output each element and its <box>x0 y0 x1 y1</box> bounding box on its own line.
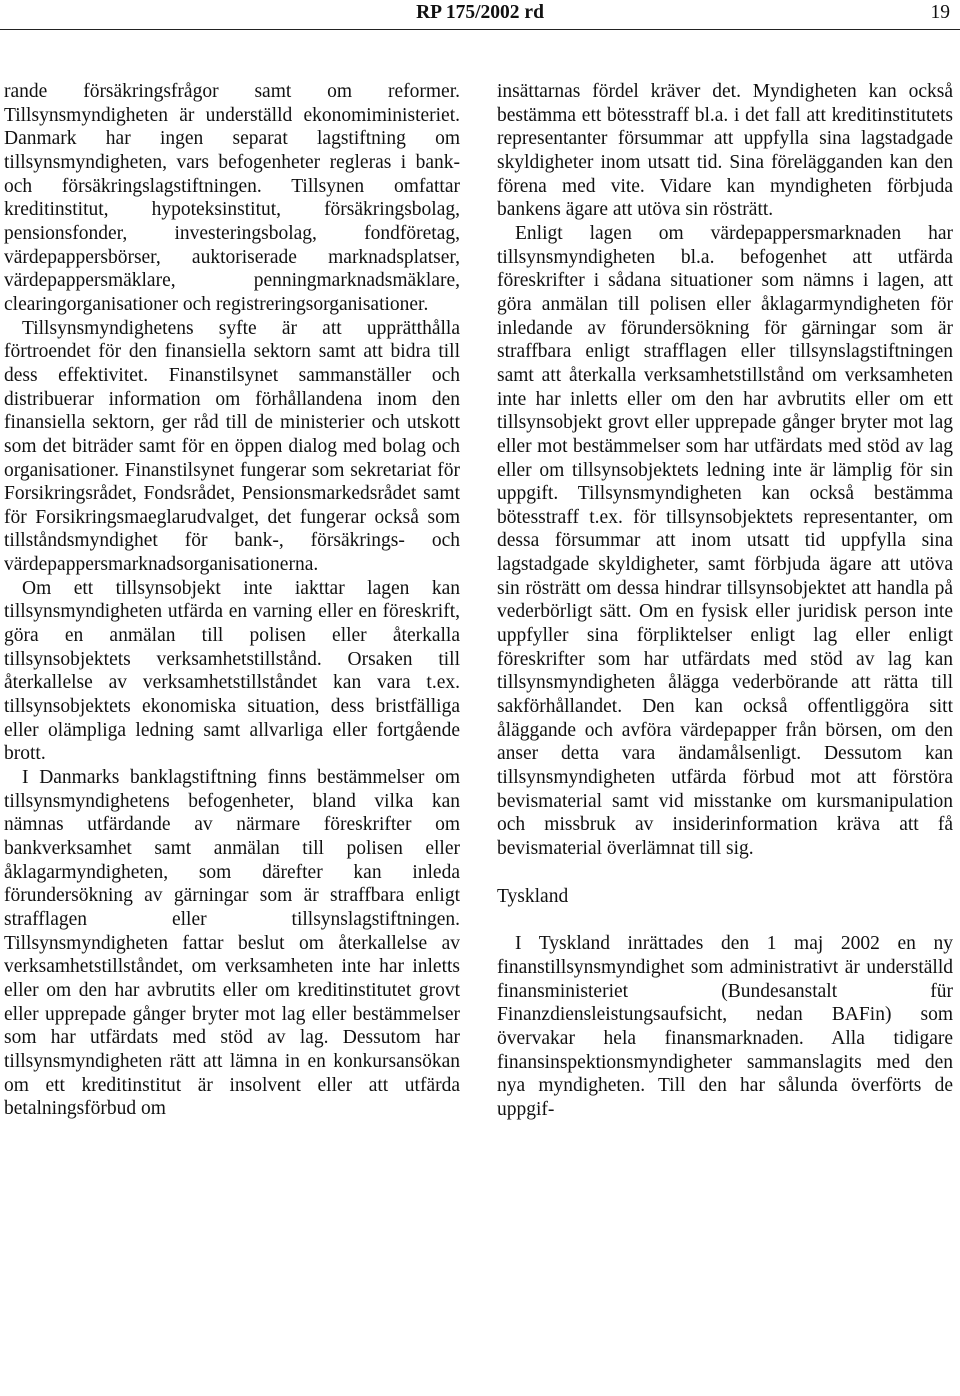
page-header <box>0 0 960 26</box>
left-paragraph-1: rande försäkringsfrågor samt om reformer. Tillsynsmyndigheten är underställd ekonomiministeriet. Danmark har ingen separat lagstiftning om tillsynsmyndigheten, vars befogenheter regleras i bank- och försäkringslagstiftningen. Tillsynen omfattar kreditinstitut, hypoteksinstitut, försäkringsbolag, pensionsfonder, investeringsbolag, fondföretag, värdepappersbörser, auktoriserade marknadsplatser, värdepappersmäklare, penningmarknadsmäklare, clearingorganisationer och registreringsorganisationer. <box>4 81 460 315</box>
right-column <box>497 80 953 1122</box>
left-paragraph-3: Om ett tillsynsobjekt inte iakttar lagen kan tillsynsmyndigheten utfärda en varning eller en föreskrift, göra en anmälan till polisen eller återkalla tillsynsobjektets verksamhetstillstånd. Orsaken till återkallelse av verksamhetstillståndet kan vara t.ex. tillsynsobjektets ekonomiska situation, dess bristfälliga eller olämpliga ledning samt allvarliga eller fortgående brott. <box>4 577 460 765</box>
header-rule <box>0 29 960 30</box>
right-paragraph-1: insättarnas fördel kräver det. Myndigheten kan också bestämma ett bötesstraff bl.a. i det fall att kreditinstitutets representanter försummar att uppfylla sina lagstadgade skyldigheter inom utsatt tid. Sina förelägganden kan den förena med vite. Vidare kan myndigheten förbjuda bankens ägare att utöva sin rösträtt. <box>497 81 953 221</box>
page-number: 19 <box>930 2 950 23</box>
section-heading: Tyskland <box>497 885 569 907</box>
left-column <box>4 80 460 1121</box>
right-paragraph-3: I Tyskland inrättades den 1 maj 2002 en ny finanstillsynsmyndighet som administrativt är underställd finansministeriet (Bundesanstalt für Finanzdiensleistungsaufsicht, nedan BAFin) som övervakar hela finansmarknaden. Alla tidigare finansinspektionsmyndigheter sammanslagits med den nya myndigheten. Till den har sålunda överförts de uppgif- <box>497 933 953 1120</box>
left-paragraph-2: Tillsynsmyndighetens syfte är att upprätthålla förtroendet för den finansiella sektorn samt att bidra till dess effektivitet. Finanstilsynet sammanställer och distribuerar information om förhållandena inom den finansiella sektorn, ger råd till de ministerier och utskott som det biträder samt för en öppen dialog med bolag och organisationer. Finanstilsynet fungerar som sekretariat för Forsikringsrådet, Fondsrådet, Pensionsmarkedsrådet samt för Forsikringsmaeglarudvalget, det fungerar också som tillståndsmyndighet för bank-, försäkrings- och värdepappersmarknadsorganisationerna. <box>4 317 460 576</box>
left-paragraph-4: I Danmarks banklagstiftning finns bestämmelser om tillsynsmyndighetens befogenheter, bland vilka kan nämnas utfärdande av närmare föreskrifter om bankverksamhet samt anmälan till polisen eller åklagarmyndigheten, som därefter kan inleda förundersökning av gärningar som är straffbara enligt strafflagen eller tillsynslagstiftningen. Tillsynsmyndigheten fattar beslut om återkallelse av verksamhetstillståndet, om verksamheten inte har inletts eller om den har avbrutits eller om kreditinstitutet grovt eller upprepade gånger bryter mot lag eller bestämmelser som har utfärdats med stöd av lag. Dessutom har tillsynsmyndigheten rätt att lämna in en konkursansökan om ett kreditinstitut är insolvent eller att utfärda betalningsförbud om <box>4 767 460 1120</box>
right-paragraph-2: Enligt lagen om värdepappersmarknaden har tillsynsmyndigheten bl.a. befogenhet att utfärda föreskrifter i sådana situationer som nämns i lagen, att göra anmälan till polisen eller åklagarmyndigheten för inledande av förundersökning för gärningar som är straffbara enligt strafflagen eller tillsynslagstiftningen samt att återkalla verksamhetstillstånd om verksamheten inte har inletts eller om den har avbrutits eller om ett tillsynsobjekt grovt eller upprepade gånger bryter mot lag eller mot bestämmelser som har utfärdats med stöd av lag eller om tillsynsobjektets ledning inte är lämplig för sin uppgift. Tillsynsmyndigheten kan också bestämma bötesstraff t.ex. för tillsynsobjektets representanter, om dessa försummar att inom utsatt tid uppfylla sina lagstadgade skyldigheter, samt förbjuda ägare att utöva sin rösträtt om dessa hindrar tillsynsobjektet att handla på vederbörligt sätt. Om en fysisk eller juridisk person inte uppfyller sina förpliktelser enligt lag eller enligt föreskrifter som har utfärdats med stöd av lag kan tillsynsmyndigheten ålägga vederbörande att rätta till sakförhållandet. Den kan också offentliggöra sitt åläggande och avföra värdepapper från börsen, om den anser detta vara ändamålsenligt. Dessutom kan tillsynsmyndigheten utfärda förbud mot att förstöra bevismaterial samt vid misstanke om kursmanipulation och missbruk av insiderinformation kräva att få bevismaterial överlämnat till sig. <box>497 222 953 859</box>
document-id: RP 175/2002 rd <box>416 2 544 23</box>
spacer <box>497 861 953 885</box>
spacer <box>497 908 953 932</box>
